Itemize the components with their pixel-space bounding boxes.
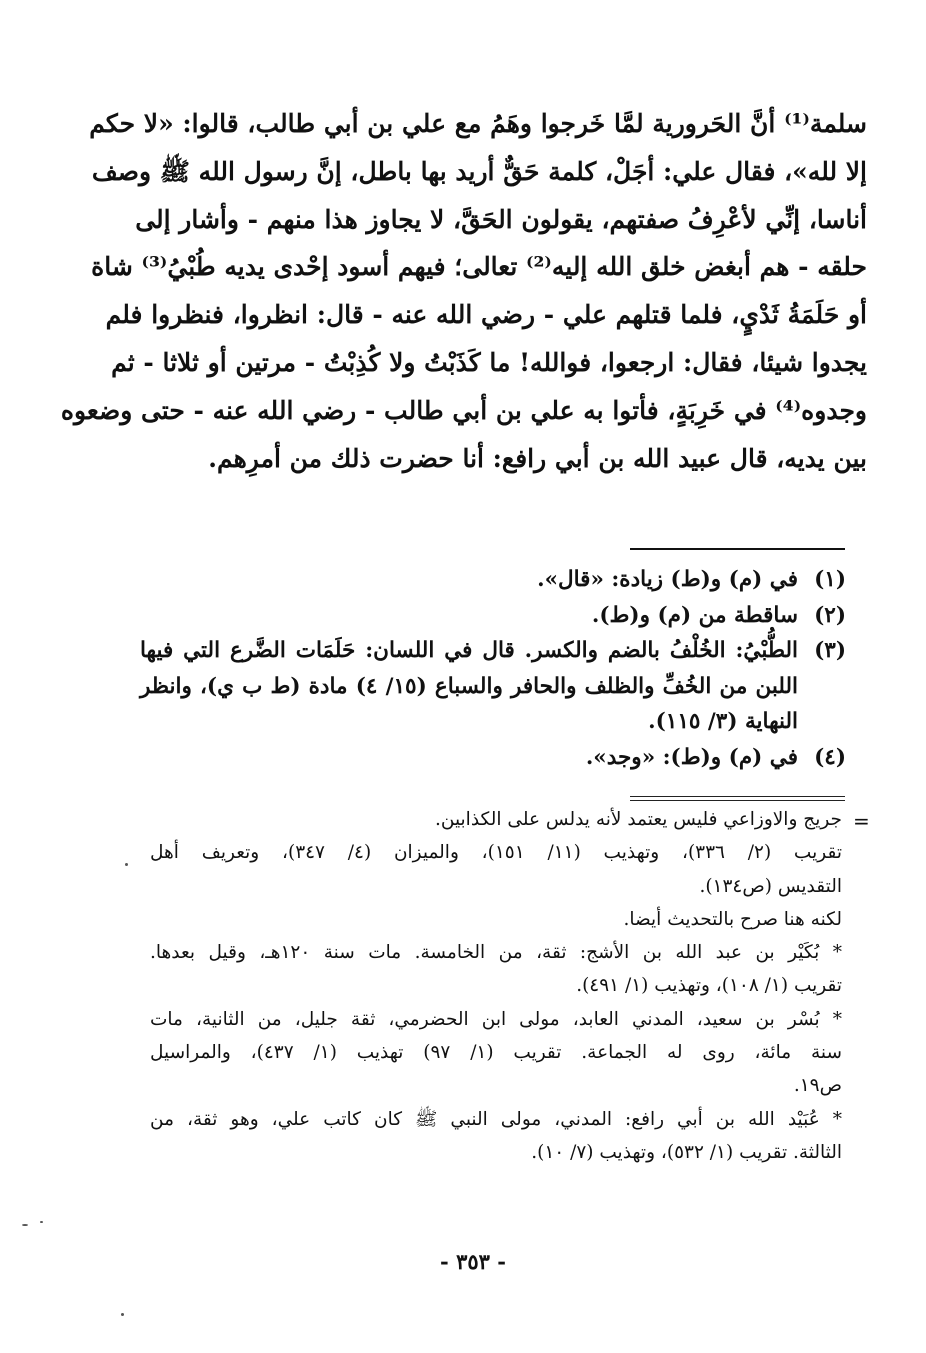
scan-speck (121, 1313, 124, 1316)
footnote-line: في (م) و(ط) زيادة: «قال». (537, 567, 798, 592)
editor-note-line: سنة مائة، روى له الجماعة. تقريب (١/ ٩٧) تهذيب (١/ ٤٣٧)، والمراسيل (150, 1042, 842, 1064)
editor-note-line: جريج والاوزاعي فليس يعتمد لأنه يدلس على الكذابين. (434, 809, 842, 830)
footnote-body (140, 633, 798, 740)
scan-speck (40, 1221, 43, 1223)
main-text-line: وجدوه⁽⁴⁾ في خَرِبَةٍ، فأتوا به علي بن أبي طالب - رضي الله عنه - حتى وضعوه (60, 395, 867, 425)
footnote-1 (140, 562, 846, 598)
main-text-line: أناسا، إنِّي لأعْرِفُ صفتهم، يقولون الحَقَّ، لا يجاوز هذا منهم - وأشار إلى (135, 204, 867, 234)
scan-speck (22, 1224, 28, 1226)
footnote-body (140, 740, 798, 776)
footnote-body (140, 562, 798, 598)
main-text-line: أو حَلَمَةُ ثَدْيٍ، فلما قتلهم علي - رضي الله عنه - قال: انظروا، فنظروا فلم (105, 300, 867, 330)
editor-notes-separator (630, 796, 845, 797)
footnote-number: (٣) (814, 638, 846, 664)
main-text-line: سلمة⁽¹⁾ أنَّ الحَرورية لمَّا خَرجوا وهَمُ مع علي بن أبي طالب، قالوا: «لا حكم (89, 109, 867, 138)
footnote-body (140, 598, 798, 634)
editor-note-line: تقريب (٢/ ٣٣٦)، وتهذيب (١١/ ١٥١)، والميزان (٤/ ٣٤٧)، وتعريف أهل (150, 842, 842, 864)
editor-note-line: * بُسْر بن سعيد، المدني العابد، مولى ابن الحضرمي، ثقة جليل، من الثانية، مات (150, 1008, 842, 1030)
page-number: - ٣٥٣ - (440, 1249, 506, 1274)
footnote-line: النهاية (٣/ ١١٥). (648, 709, 798, 735)
footnote-number: (٤) (814, 744, 846, 770)
footnote-3 (140, 633, 846, 740)
main-text-line: يجدوا شيئا، فقال: ارجعوا، فوالله! ما كَذَبْتُ ولا كُذِبْتُ - مرتين أو ثلاثا - ثم (111, 347, 867, 377)
footnote-2 (140, 598, 846, 634)
editor-note-line: لكنه هنا صرح بالتحديث أيضا. (623, 908, 842, 930)
footnote-line: ساقطة من (م) و(ط). (591, 602, 798, 628)
continuation-mark: = (853, 809, 870, 833)
editor-note-line: ص١٩. (793, 1075, 842, 1097)
footnote-4 (140, 740, 846, 776)
editor-note-line: الثالثة. تقريب (١/ ٥٣٢)، وتهذيب (٧/ ١٠). (531, 1141, 842, 1163)
footnote-number: (١) (814, 567, 846, 592)
footnote-number: (٢) (814, 602, 846, 628)
scan-speck (125, 863, 128, 866)
editor-note-line: * عُبَيْد الله بن أبي رافع: المدني، مولى النبي ﷺ كان كاتب علي، وهو ثقة، من (150, 1108, 842, 1130)
main-text-line: إلا لله»، فقال علي: أجَلْ، كلمة حَقٌّ أريد بها باطل، إنَّ رسول الله ﷺ وصف (91, 156, 867, 186)
footnote-line: في (م) و(ط): «وجد». (585, 744, 798, 770)
editor-notes (150, 803, 842, 1169)
main-text-line: بين يديه، قال عبيد الله بن أبي رافع: أنا حضرت ذلك من أمرِهم. (208, 443, 867, 473)
footnotes (140, 562, 846, 776)
footnote-line: الطُّبْيُ: الخُلْفُ بالضم والكسر. قال في اللسان: حَلَمَات الضَّرع التي فيها (140, 638, 798, 664)
main-text (60, 100, 867, 482)
main-text-line: حلقه - هم أبغض خلق الله إليه⁽²⁾ تعالى؛ فيهم أسود إحْدى يديه طُبْيُ⁽³⁾ شاة (91, 252, 867, 282)
editor-note-line: * بُكَيْر بن عبد الله بن الأشج: ثقة، من الخامسة. مات سنة ١٢٠هـ، وقيل بعدها. (150, 942, 843, 964)
editor-notes-separator-second (630, 800, 845, 801)
editor-note-line: تقريب (١/ ١٠٨)، وتهذيب (١/ ٤٩١). (576, 975, 842, 997)
editor-note-line: التقديس (ص١٣٤). (699, 875, 842, 897)
footnote-line: اللبن من الخُفِّ والظلف والحافر والسباع (١٥/ ٤) مادة (ط ب ي)، وانظر (140, 673, 798, 699)
footnote-separator (630, 548, 845, 550)
